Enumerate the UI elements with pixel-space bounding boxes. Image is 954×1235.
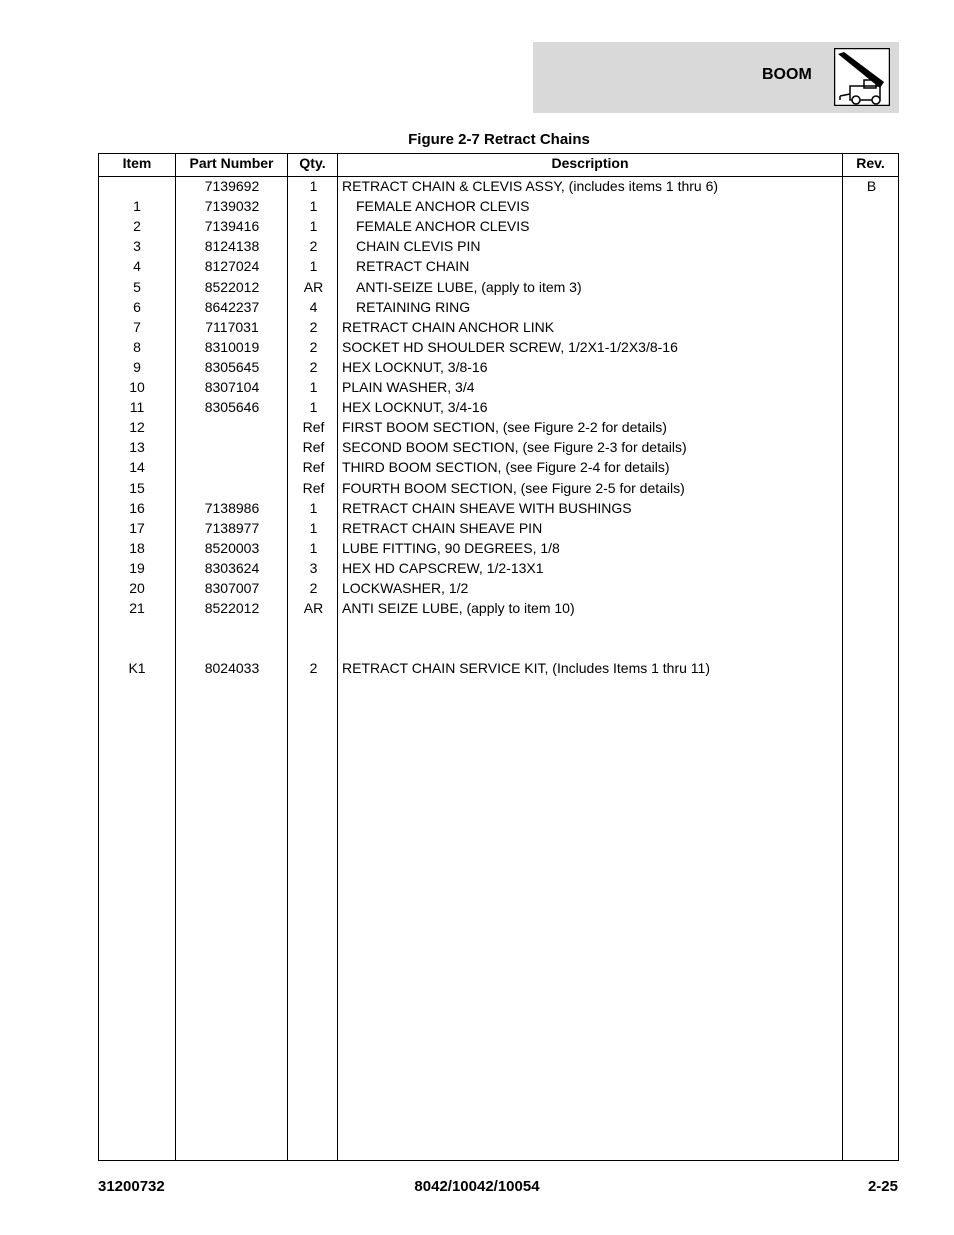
cell-description: RETRACT CHAIN (356, 258, 470, 275)
cell-item: 11 (129, 399, 145, 416)
cell-part-number: 8305645 (204, 358, 260, 375)
cell-item: 9 (133, 358, 141, 375)
cell-description: RETAINING RING (356, 298, 471, 315)
cell-description: LUBE FITTING, 90 DEGREES, 1/8 (342, 539, 560, 556)
cell-description: LOCKWASHER, 1/2 (342, 580, 469, 596)
cell-description: FIRST BOOM SECTION, (see Figure 2-2 for details) (342, 419, 667, 436)
cell-part-number: 8522012 (204, 278, 260, 295)
cell-item: 14 (129, 459, 145, 476)
col-header-description: Description (551, 155, 629, 171)
cell-part-number: 8024033 (204, 660, 260, 676)
cell-item: 16 (129, 499, 145, 516)
cell-part-number: 8310019 (204, 338, 260, 355)
cell-item: 1 (133, 198, 141, 215)
cell-item: 10 (129, 379, 145, 395)
cell-qty: 1 (309, 258, 318, 275)
cell-description: FOURTH BOOM SECTION, (see Figure 2-5 for details) (342, 479, 685, 496)
cell-item: 13 (129, 439, 145, 456)
cell-item: 17 (129, 519, 145, 536)
cell-description: SOCKET HD SHOULDER SCREW, 1/2X1-1/2X3/8-16 (342, 338, 678, 355)
cell-qty: 1 (309, 178, 318, 194)
table-row (99, 237, 898, 257)
cell-item: 3 (133, 238, 141, 255)
cell-part-number: 7139692 (204, 178, 260, 194)
table-row (99, 278, 898, 298)
cell-qty: 1 (309, 399, 318, 416)
footer-model: 8042/10042/10054 (414, 1178, 540, 1195)
cell-item: 21 (129, 600, 145, 617)
cell-description: HEX LOCKNUT, 3/8-16 (342, 358, 488, 375)
cell-part-number: 8303624 (204, 559, 260, 576)
parts-table (98, 153, 899, 1161)
col-header-item: Item (122, 155, 152, 171)
cell-part-number: 8642237 (204, 298, 260, 315)
cell-item: 18 (129, 539, 145, 556)
cell-part-number: 7138977 (204, 519, 260, 536)
cell-item: 20 (129, 580, 145, 596)
cell-item: 6 (133, 298, 141, 315)
footer-page-number: 2-25 (867, 1178, 898, 1195)
cell-description: RETRACT CHAIN ANCHOR LINK (342, 318, 555, 335)
col-header-part-number: Part Number (189, 155, 274, 171)
cell-item: 19 (129, 559, 145, 576)
table-row (99, 599, 898, 619)
cell-qty: AR (303, 600, 324, 617)
cell-qty: 2 (309, 338, 318, 355)
cell-item: 8 (133, 338, 141, 355)
table-row (99, 458, 898, 478)
table-row (99, 378, 898, 398)
cell-rev: B (866, 178, 877, 194)
table-row (99, 318, 898, 338)
cell-item: 7 (133, 318, 141, 335)
table-row (99, 539, 898, 559)
cell-part-number: 8522012 (204, 600, 260, 617)
table-row (99, 398, 898, 418)
table-row (99, 579, 898, 599)
cell-item: 12 (129, 419, 145, 436)
cell-part-number: 8305646 (204, 399, 260, 416)
cell-qty: 2 (309, 358, 318, 375)
cell-item: 2 (133, 218, 141, 235)
cell-part-number: 7138986 (204, 499, 260, 516)
cell-description: RETRACT CHAIN SHEAVE WITH BUSHINGS (342, 499, 632, 516)
table-row (99, 559, 898, 579)
table-row (99, 659, 898, 679)
cell-part-number: 8124138 (204, 238, 260, 255)
table-row (99, 418, 898, 438)
cell-description: HEX HD CAPSCREW, 1/2-13X1 (342, 559, 544, 576)
cell-qty: 2 (309, 660, 318, 676)
section-title: BOOM (762, 66, 812, 83)
cell-part-number: 7139032 (204, 198, 260, 215)
telehandler-icon (834, 48, 890, 106)
cell-qty: 1 (309, 198, 318, 215)
cell-part-number: 8307104 (204, 379, 260, 395)
cell-qty: 1 (309, 379, 318, 395)
table-row (99, 177, 898, 197)
table-row (99, 438, 898, 458)
cell-qty: Ref (302, 459, 325, 476)
cell-description: RETRACT CHAIN & CLEVIS ASSY, (includes items 1 thru 6) (342, 178, 719, 194)
cell-qty: AR (303, 278, 324, 295)
cell-part-number: 7139416 (204, 218, 260, 235)
cell-description: FEMALE ANCHOR CLEVIS (356, 198, 530, 215)
cell-item: 5 (133, 278, 141, 295)
cell-description: RETRACT CHAIN SERVICE KIT, (Includes Items 1 thru 11) (342, 660, 710, 676)
cell-item: K1 (128, 660, 146, 676)
cell-description: RETRACT CHAIN SHEAVE PIN (342, 519, 543, 536)
figure-title: Figure 2-7 Retract Chains (408, 131, 590, 148)
table-row (99, 519, 898, 539)
cell-description: FEMALE ANCHOR CLEVIS (356, 218, 530, 235)
table-row (99, 499, 898, 519)
cell-part-number: 8307007 (204, 580, 260, 596)
cell-qty: 2 (309, 580, 318, 596)
cell-qty: Ref (302, 419, 325, 436)
cell-item: 4 (133, 258, 141, 275)
footer-doc-number: 31200732 (98, 1178, 165, 1195)
cell-description: ANTI-SEIZE LUBE, (apply to item 3) (356, 278, 582, 295)
cell-description: THIRD BOOM SECTION, (see Figure 2-4 for details) (342, 459, 670, 476)
table-row (99, 217, 898, 237)
cell-part-number: 8520003 (204, 539, 260, 556)
cell-qty: 1 (309, 218, 318, 235)
cell-qty: 1 (309, 539, 318, 556)
table-row (99, 197, 898, 217)
table-row (99, 298, 898, 318)
cell-qty: Ref (302, 439, 325, 456)
cell-qty: Ref (302, 479, 325, 496)
cell-part-number: 7117031 (205, 318, 259, 335)
table-row (99, 479, 898, 499)
cell-qty: 4 (309, 298, 318, 315)
cell-qty: 2 (309, 318, 318, 335)
cell-qty: 2 (309, 238, 318, 255)
col-header-qty: Qty. (299, 155, 326, 171)
table-row (99, 338, 898, 358)
cell-item: 15 (129, 479, 145, 496)
cell-description: SECOND BOOM SECTION, (see Figure 2-3 for details) (342, 439, 687, 456)
cell-description: CHAIN CLEVIS PIN (356, 238, 481, 255)
table-row (99, 358, 898, 378)
cell-part-number: 8127024 (204, 258, 260, 275)
table-row (99, 257, 898, 277)
cell-description: HEX LOCKNUT, 3/4-16 (342, 399, 488, 416)
cell-qty: 1 (309, 499, 318, 516)
col-header-rev: Rev. (856, 155, 885, 171)
cell-qty: 3 (309, 559, 318, 576)
cell-description: PLAIN WASHER, 3/4 (342, 379, 475, 395)
cell-qty: 1 (309, 519, 318, 536)
cell-description: ANTI SEIZE LUBE, (apply to item 10) (342, 600, 575, 617)
